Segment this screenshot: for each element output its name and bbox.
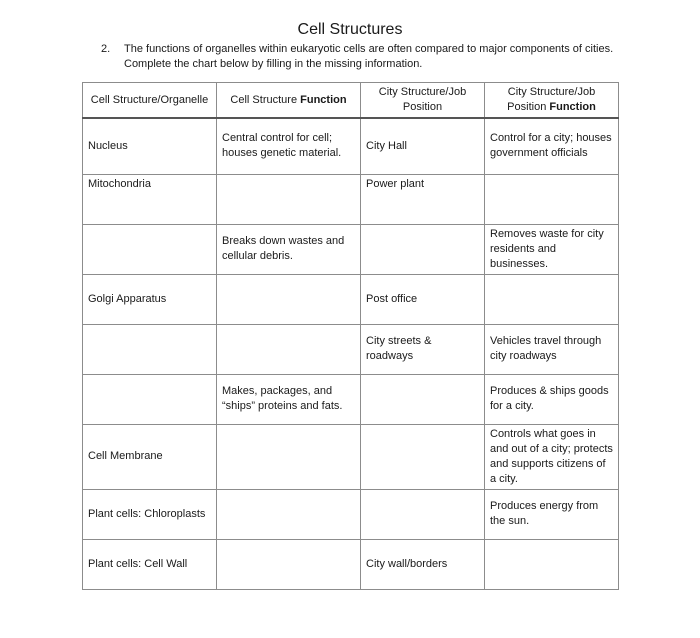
city-structure-cell[interactable] (361, 424, 485, 489)
organelle-cell[interactable]: Nucleus (83, 118, 217, 174)
table-row (83, 274, 619, 324)
header-cell-function (217, 83, 361, 119)
city-function-cell[interactable]: Produces & ships goods for a city. (485, 374, 619, 424)
city-function-cell[interactable]: Control for a city; houses government officials (485, 118, 619, 174)
cell-function-cell[interactable]: Breaks down wastes and cellular debris. (217, 224, 361, 274)
cell-function-cell[interactable] (217, 539, 361, 589)
organelle-cell[interactable]: Golgi Apparatus (83, 274, 217, 324)
table-row (83, 174, 619, 224)
table-row (83, 489, 619, 539)
page-title: Cell Structures (297, 21, 403, 38)
city-function-cell[interactable]: Produces energy from the sun. (485, 489, 619, 539)
city-function-cell[interactable]: Vehicles travel through city roadways (485, 324, 619, 374)
table-row (83, 118, 619, 174)
table-row (83, 539, 619, 589)
organelle-cell[interactable] (83, 224, 217, 274)
cell-function-cell[interactable]: Central control for cell; houses genetic material. (217, 118, 361, 174)
table-row (83, 324, 619, 374)
city-structure-cell[interactable] (361, 224, 485, 274)
city-structure-cell[interactable]: City streets & roadways (361, 324, 485, 374)
header-city-function-label: City Structure/Job Position (507, 86, 596, 113)
cell-function-cell[interactable] (217, 174, 361, 224)
organelle-cell[interactable] (83, 324, 217, 374)
cell-structures-table (82, 82, 619, 590)
city-function-cell[interactable] (485, 539, 619, 589)
header-city-structure: City Structure/Job Position (361, 83, 485, 119)
city-structure-cell[interactable]: City Hall (361, 118, 485, 174)
city-function-cell[interactable] (485, 274, 619, 324)
city-structure-cell[interactable]: Post office (361, 274, 485, 324)
header-organelle: Cell Structure/Organelle (83, 83, 217, 119)
table-header-row (83, 83, 619, 119)
header-cell-function-label: Cell Structure (230, 93, 301, 106)
city-structure-cell[interactable] (361, 374, 485, 424)
table-row (83, 224, 619, 274)
table-row (83, 424, 619, 489)
cell-function-cell[interactable] (217, 274, 361, 324)
table-row (83, 374, 619, 424)
instructions (101, 42, 626, 72)
cell-function-cell[interactable]: Makes, packages, and “ships” proteins and fats. (217, 374, 361, 424)
organelle-cell[interactable]: Cell Membrane (83, 424, 217, 489)
header-city-function (485, 83, 619, 119)
cell-function-cell[interactable] (217, 324, 361, 374)
organelle-cell[interactable]: Plant cells: Chloroplasts (83, 489, 217, 539)
city-structure-cell[interactable]: Power plant (361, 174, 485, 224)
header-cell-function-bold: Function (300, 93, 347, 106)
organelle-cell[interactable] (83, 374, 217, 424)
question-text: The functions of organelles within eukaryotic cells are often compared to major components of cities. Complete the chart below by filling in the missing information. (124, 43, 614, 70)
city-structure-cell[interactable] (361, 489, 485, 539)
organelle-cell[interactable]: Plant cells: Cell Wall (83, 539, 217, 589)
city-function-cell[interactable] (485, 174, 619, 224)
header-city-function-bold: Function (549, 101, 596, 113)
organelle-cell[interactable]: Mitochondria (83, 174, 217, 224)
cell-function-cell[interactable] (217, 424, 361, 489)
city-function-cell[interactable]: Controls what goes in and out of a city; protects and supports citizens of a city. (485, 424, 619, 489)
cell-function-cell[interactable] (217, 489, 361, 539)
question-number: 2. (101, 43, 111, 55)
city-structure-cell[interactable]: City wall/borders (361, 539, 485, 589)
city-function-cell[interactable]: Removes waste for city residents and businesses. (485, 224, 619, 274)
